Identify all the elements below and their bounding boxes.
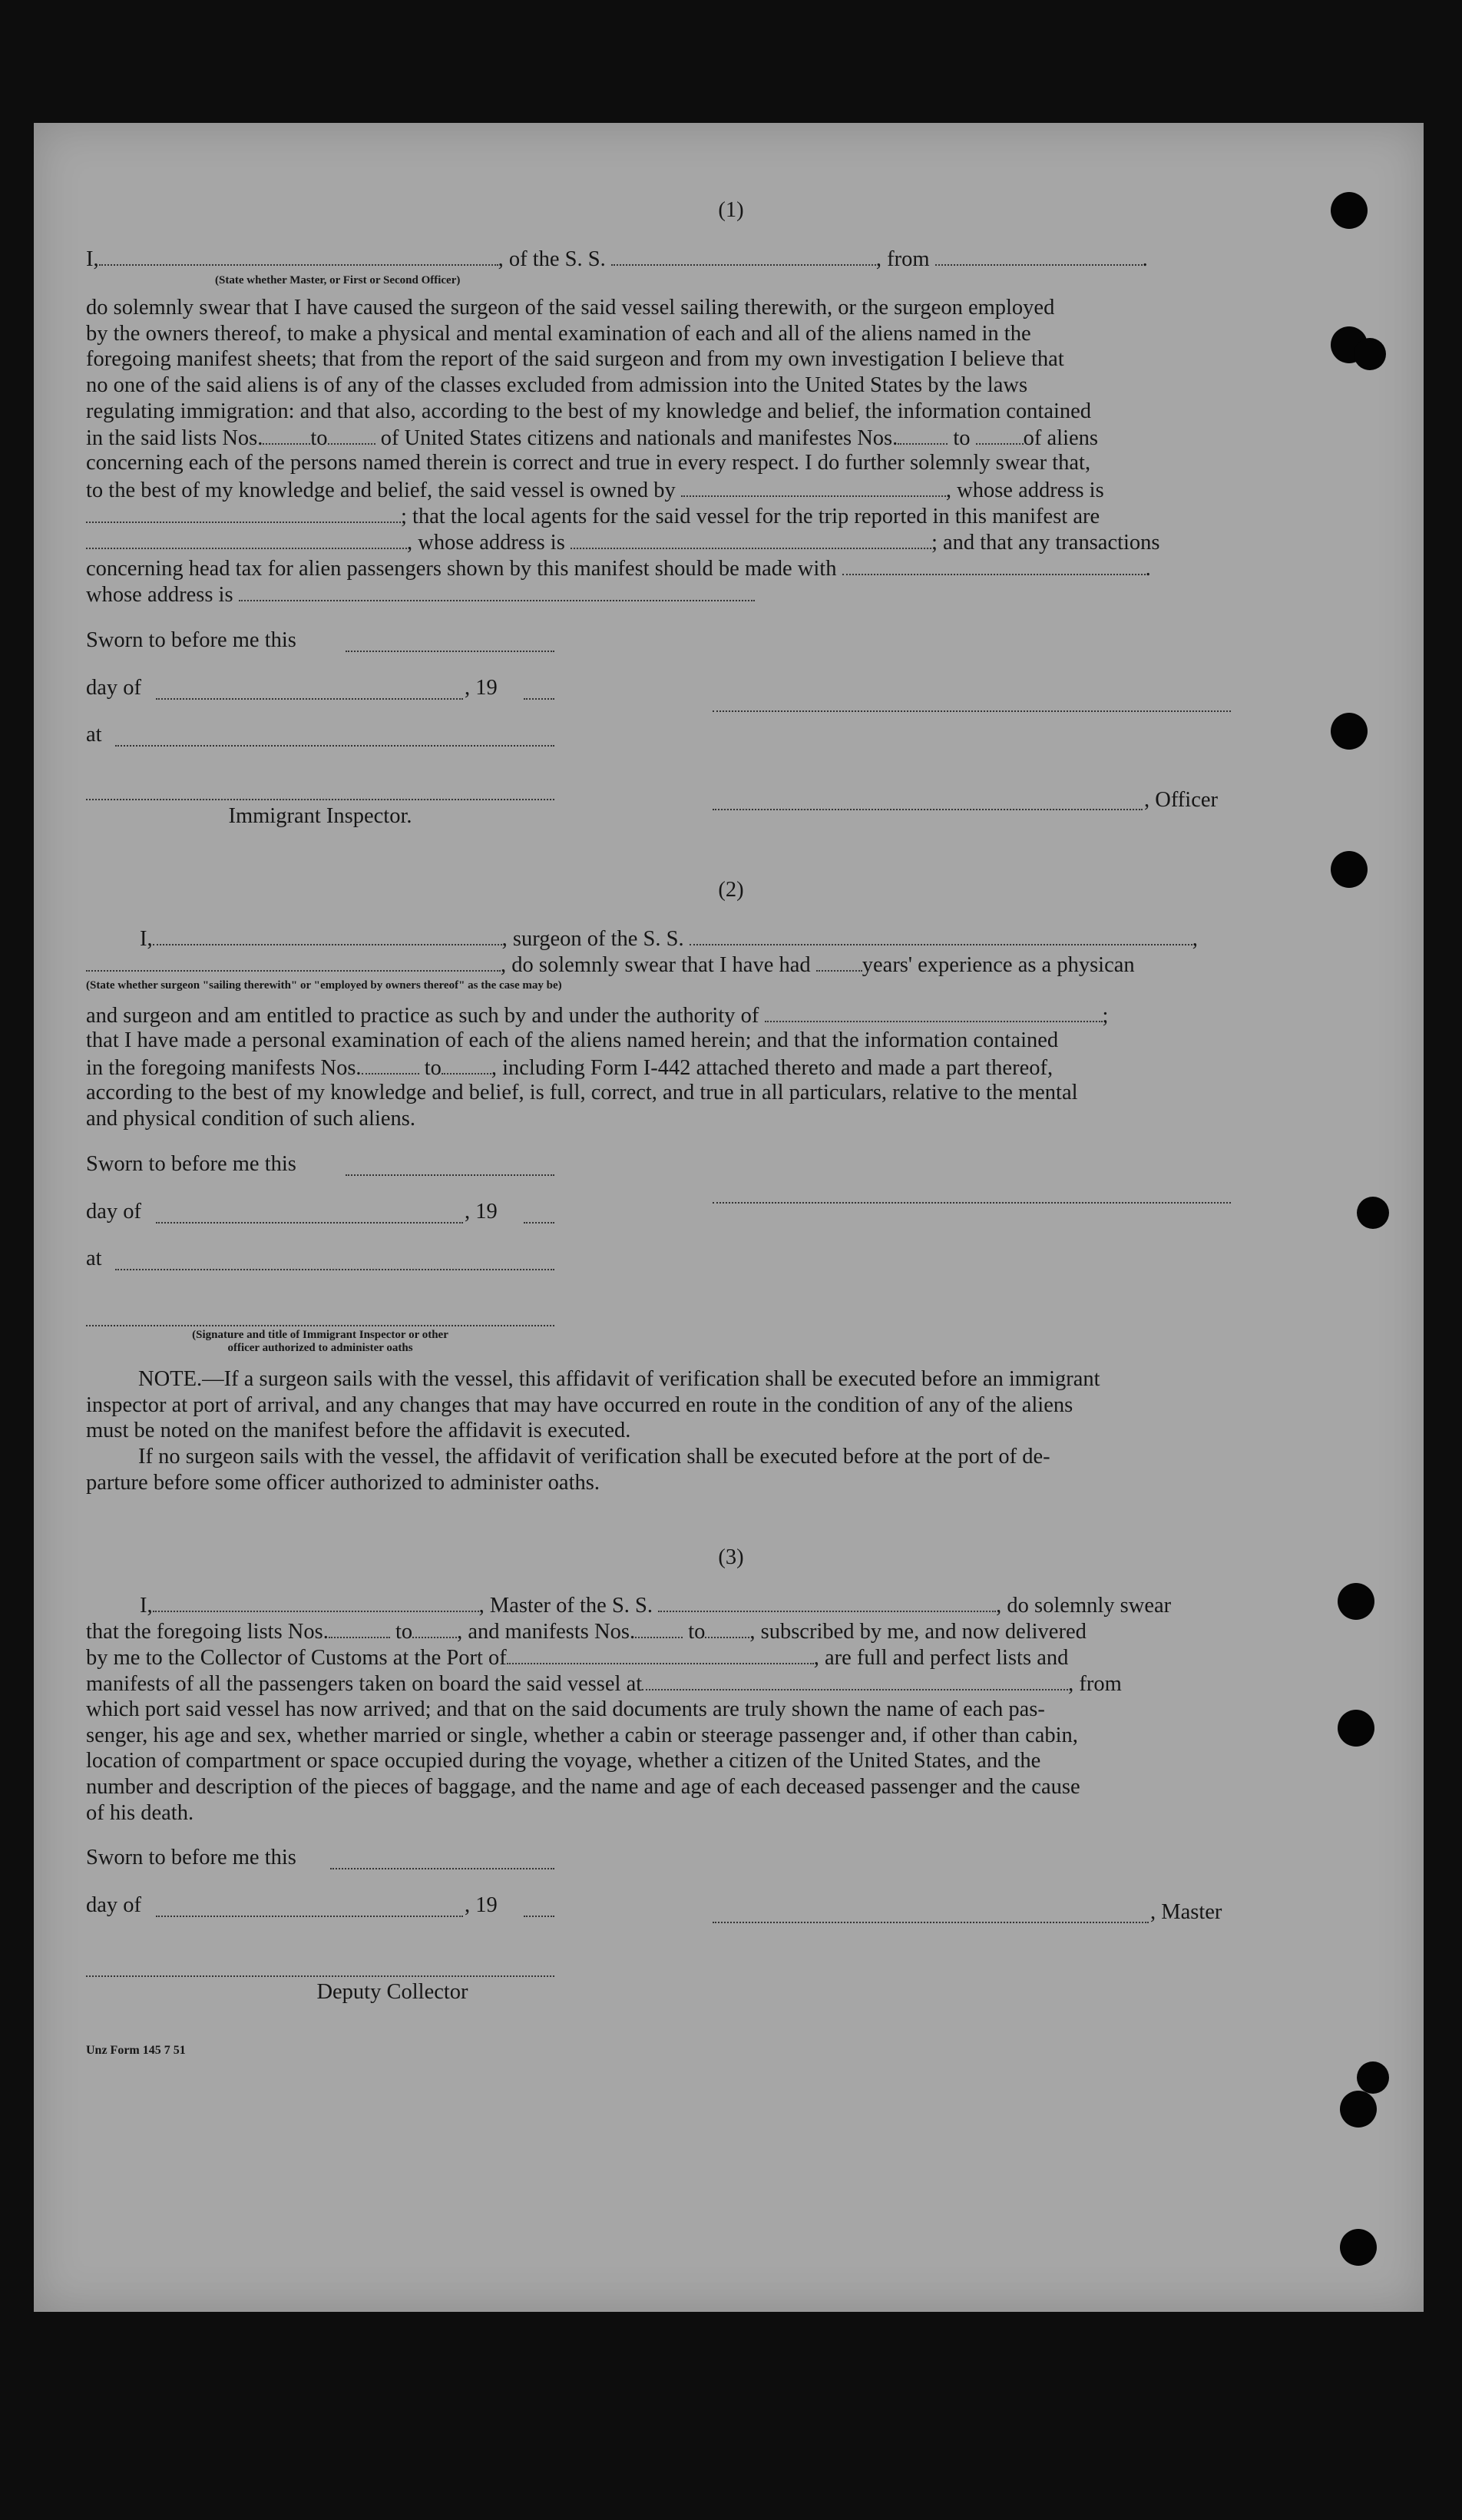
section-3-number: (3) (718, 1545, 744, 1569)
text: to (424, 1056, 442, 1080)
text: , are full and perfect lists and (813, 1646, 1069, 1670)
text: concerning head tax for alien passengers shown by this manifest should be made with (86, 557, 837, 581)
text-line: no one of the said aliens is of any of the classes excluded from admission into the United States by the laws (86, 373, 1028, 398)
text-line: and physical condition of such aliens. (86, 1107, 415, 1131)
text: whose address is (86, 583, 233, 607)
text-line: of his death. (86, 1800, 194, 1825)
signature-line (86, 1975, 554, 1977)
blank-field (658, 1592, 996, 1612)
section-1-agents-line (86, 503, 1232, 529)
blank-field (442, 1055, 491, 1075)
at-label: at (86, 1247, 102, 1270)
text-line: regulating immigration: and that also, according to the best of my knowledge and belief, the information contained (86, 399, 1092, 423)
blank-field (156, 1916, 463, 1917)
text: , whose address is (945, 479, 1104, 502)
text-line: according to the best of my knowledge and belief, is full, correct, and true in all particulars, relative to the mental (86, 1081, 1078, 1104)
section-3-oath-line (86, 1592, 1232, 1618)
text-line: NOTE.—If a surgeon sails with the vessel, this affidavit of verification shall be executed before an immigrant (138, 1367, 1100, 1391)
blank-field (524, 1916, 554, 1917)
text-line: must be noted on the manifest before the affidavit is executed. (86, 1419, 631, 1443)
signature-caption (86, 1329, 554, 1355)
signature-line (713, 1922, 1149, 1923)
year-label: , 19 (465, 1200, 498, 1224)
caption-line: (Signature and title of Immigrant Inspector or other (192, 1329, 448, 1341)
note-paragraph (86, 1366, 1232, 1496)
text: to the best of my knowledge and belief, the said vessel is owned by (86, 479, 676, 502)
text: by me to the Collector of Customs at the Port of (86, 1646, 507, 1670)
sworn-label: Sworn to before me this (86, 628, 296, 652)
blank-field (705, 1618, 749, 1638)
year-label: , 19 (465, 1893, 498, 1917)
blank-field (524, 698, 554, 700)
text: I, (140, 1594, 153, 1618)
text: to (953, 426, 971, 450)
text: in the said lists Nos. (86, 426, 263, 450)
at-label: at (86, 723, 102, 747)
section-3-paragraph (86, 1697, 1232, 1826)
signature-line (713, 1202, 1231, 1204)
immigrant-inspector-label: Immigrant Inspector. (228, 804, 412, 828)
text: . (1142, 247, 1148, 271)
blank-field (690, 926, 1192, 945)
text-line: location of compartment or space occupied during the voyage, whether a citizen of the United States, and the (86, 1749, 1041, 1773)
section-1-whose-line (86, 529, 1232, 555)
section-2-oath-line (86, 926, 1232, 952)
deputy-collector-label: Deputy Collector (316, 1980, 468, 2004)
blank-field (86, 529, 407, 549)
blank-field (86, 503, 401, 523)
text: and surgeon and am entitled to practice as such by and under the authority of (86, 1004, 759, 1028)
text: , from (1068, 1672, 1122, 1696)
blank-field (346, 1174, 554, 1176)
blank-field (263, 425, 310, 445)
text: in the foregoing manifests Nos. (86, 1056, 362, 1080)
blank-field (842, 555, 1146, 575)
text-line: that I have made a personal examination of each of the aliens named herein; and that the information contained (86, 1028, 1059, 1052)
blank-field (362, 1055, 419, 1075)
sworn-label: Sworn to before me this (86, 1152, 296, 1176)
text: to (688, 1620, 706, 1644)
text: of United States citizens and nationals and manifestes Nos. (380, 426, 898, 450)
section-2-number: (2) (718, 878, 744, 902)
blank-field (681, 477, 946, 497)
officer-label: , Officer (1144, 788, 1219, 812)
section-3-vessel-line (86, 1671, 1232, 1697)
text-line: parture before some officer authorized to administer oaths. (86, 1470, 600, 1495)
blank-field (86, 952, 501, 972)
blank-field (935, 246, 1143, 266)
text: , and manifests Nos. (457, 1620, 636, 1644)
section-1-oath-line (86, 246, 1232, 272)
text: , subscribed by me, and now delivered (749, 1620, 1087, 1644)
section-1-owned-line (86, 477, 1232, 503)
text: , including Form I-442 attached thereto and made a part thereof, (491, 1056, 1054, 1080)
text: years' experience as a physican (862, 953, 1135, 977)
signature-line (713, 809, 1143, 810)
blank-field (412, 1618, 457, 1638)
signature-line (713, 710, 1231, 712)
blank-field (115, 745, 554, 747)
section-2-experience-line (86, 952, 1232, 978)
form-number: Unz Form 145 7 51 (86, 2044, 186, 2057)
text-line: foregoing manifest sheets; that from the report of the said surgeon and from my own investigation I believe that (86, 347, 1064, 372)
blank-field (115, 1269, 554, 1270)
text: ; and that any transactions (931, 531, 1160, 555)
section-1-paragraph (86, 295, 1232, 425)
blank-field (976, 425, 1024, 445)
blank-field (239, 581, 755, 601)
blank-field (507, 1644, 814, 1664)
text: ; that the local agents for the said vessel for the trip reported in this manifest are (401, 505, 1100, 528)
text: , whose address is (407, 531, 565, 555)
blank-field (571, 529, 931, 549)
master-label: , Master (1150, 1900, 1222, 1924)
text-line: number and description of the pieces of baggage, and the name and age of each deceased passenger and the cause (86, 1775, 1080, 1800)
text-line: by the owners thereof, to make a physical and mental examination of each and all of the aliens named in the (86, 321, 1031, 346)
text: of aliens (1023, 426, 1099, 450)
blank-field (765, 1002, 1103, 1022)
day-of-label: day of (86, 676, 142, 700)
blank-field (642, 1671, 1068, 1690)
blank-field (156, 698, 463, 700)
text-line: do solemnly swear that I have caused the surgeon of the said vessel sailing therewith, or the surgeon employed (86, 296, 1055, 320)
blank-field (816, 952, 862, 972)
blank-field (153, 1592, 479, 1612)
text: , from (875, 247, 930, 271)
blank-field (153, 926, 502, 945)
section-2-manifests-line (86, 1055, 1232, 1081)
day-of-label: day of (86, 1200, 142, 1224)
section-1-address-line (86, 581, 1232, 608)
text-line: inspector at port of arrival, and any changes that may have occurred en route in the condition of any of the aliens (86, 1392, 1073, 1417)
text: ; (1102, 1004, 1109, 1028)
text: , do solemnly swear that I have had (501, 953, 811, 977)
sworn-label: Sworn to before me this (86, 1846, 296, 1869)
day-of-label: day of (86, 1893, 142, 1917)
blank-field (611, 246, 876, 266)
text: , surgeon of the S. S. (501, 927, 684, 951)
section-2-caption: (State whether surgeon "sailing therewith" or "employed by owners thereof" as the case may be) (86, 979, 562, 992)
blank-field (328, 425, 375, 445)
blank-field (898, 425, 948, 445)
section-2-authority-line (86, 1002, 1232, 1028)
blank-field (346, 651, 554, 652)
section-1-lists-line (86, 425, 1232, 451)
section-1-headtax-line (86, 555, 1232, 581)
caption-line: officer authorized to administer oaths (227, 1342, 413, 1354)
blank-field (156, 1222, 463, 1224)
text: I, (86, 247, 99, 271)
text: , of the S. S. (498, 247, 606, 271)
text: , (1192, 927, 1198, 951)
year-label: , 19 (465, 676, 498, 700)
text: to (395, 1620, 413, 1644)
text: , Master of the S. S. (478, 1594, 653, 1618)
blank-field (99, 246, 498, 266)
text-line: If no surgeon sails with the vessel, the affidavit of verification shall be executed before at the port of de- (138, 1445, 1050, 1469)
signature-line (86, 1325, 554, 1326)
blank-field (524, 1222, 554, 1224)
section-1-number: (1) (718, 198, 744, 222)
text: to (310, 426, 328, 450)
blank-field (329, 1618, 390, 1638)
text: , do solemnly swear (996, 1594, 1172, 1618)
text: manifests of all the passengers taken on board the said vessel at (86, 1672, 643, 1696)
text-line: which port said vessel has now arrived; and that on the said documents are truly shown the name of each pas- (86, 1697, 1045, 1721)
text: I, (140, 927, 153, 951)
signature-line (86, 799, 554, 800)
section-3-lists-line (86, 1618, 1232, 1644)
text-line: concerning each of the persons named therein is correct and true in every respect. I do further solemnly swear that, (86, 451, 1091, 475)
section-1-caption: (State whether Master, or First or Second Officer) (215, 274, 461, 286)
text: . (1145, 557, 1151, 581)
blank-field (330, 1868, 554, 1869)
text: that the foregoing lists Nos. (86, 1620, 329, 1644)
text-line: senger, his age and sex, whether married or single, whether a cabin or steerage passenger and, if other than cabin, (86, 1723, 1078, 1747)
blank-field (635, 1618, 683, 1638)
section-3-port-line (86, 1644, 1232, 1671)
